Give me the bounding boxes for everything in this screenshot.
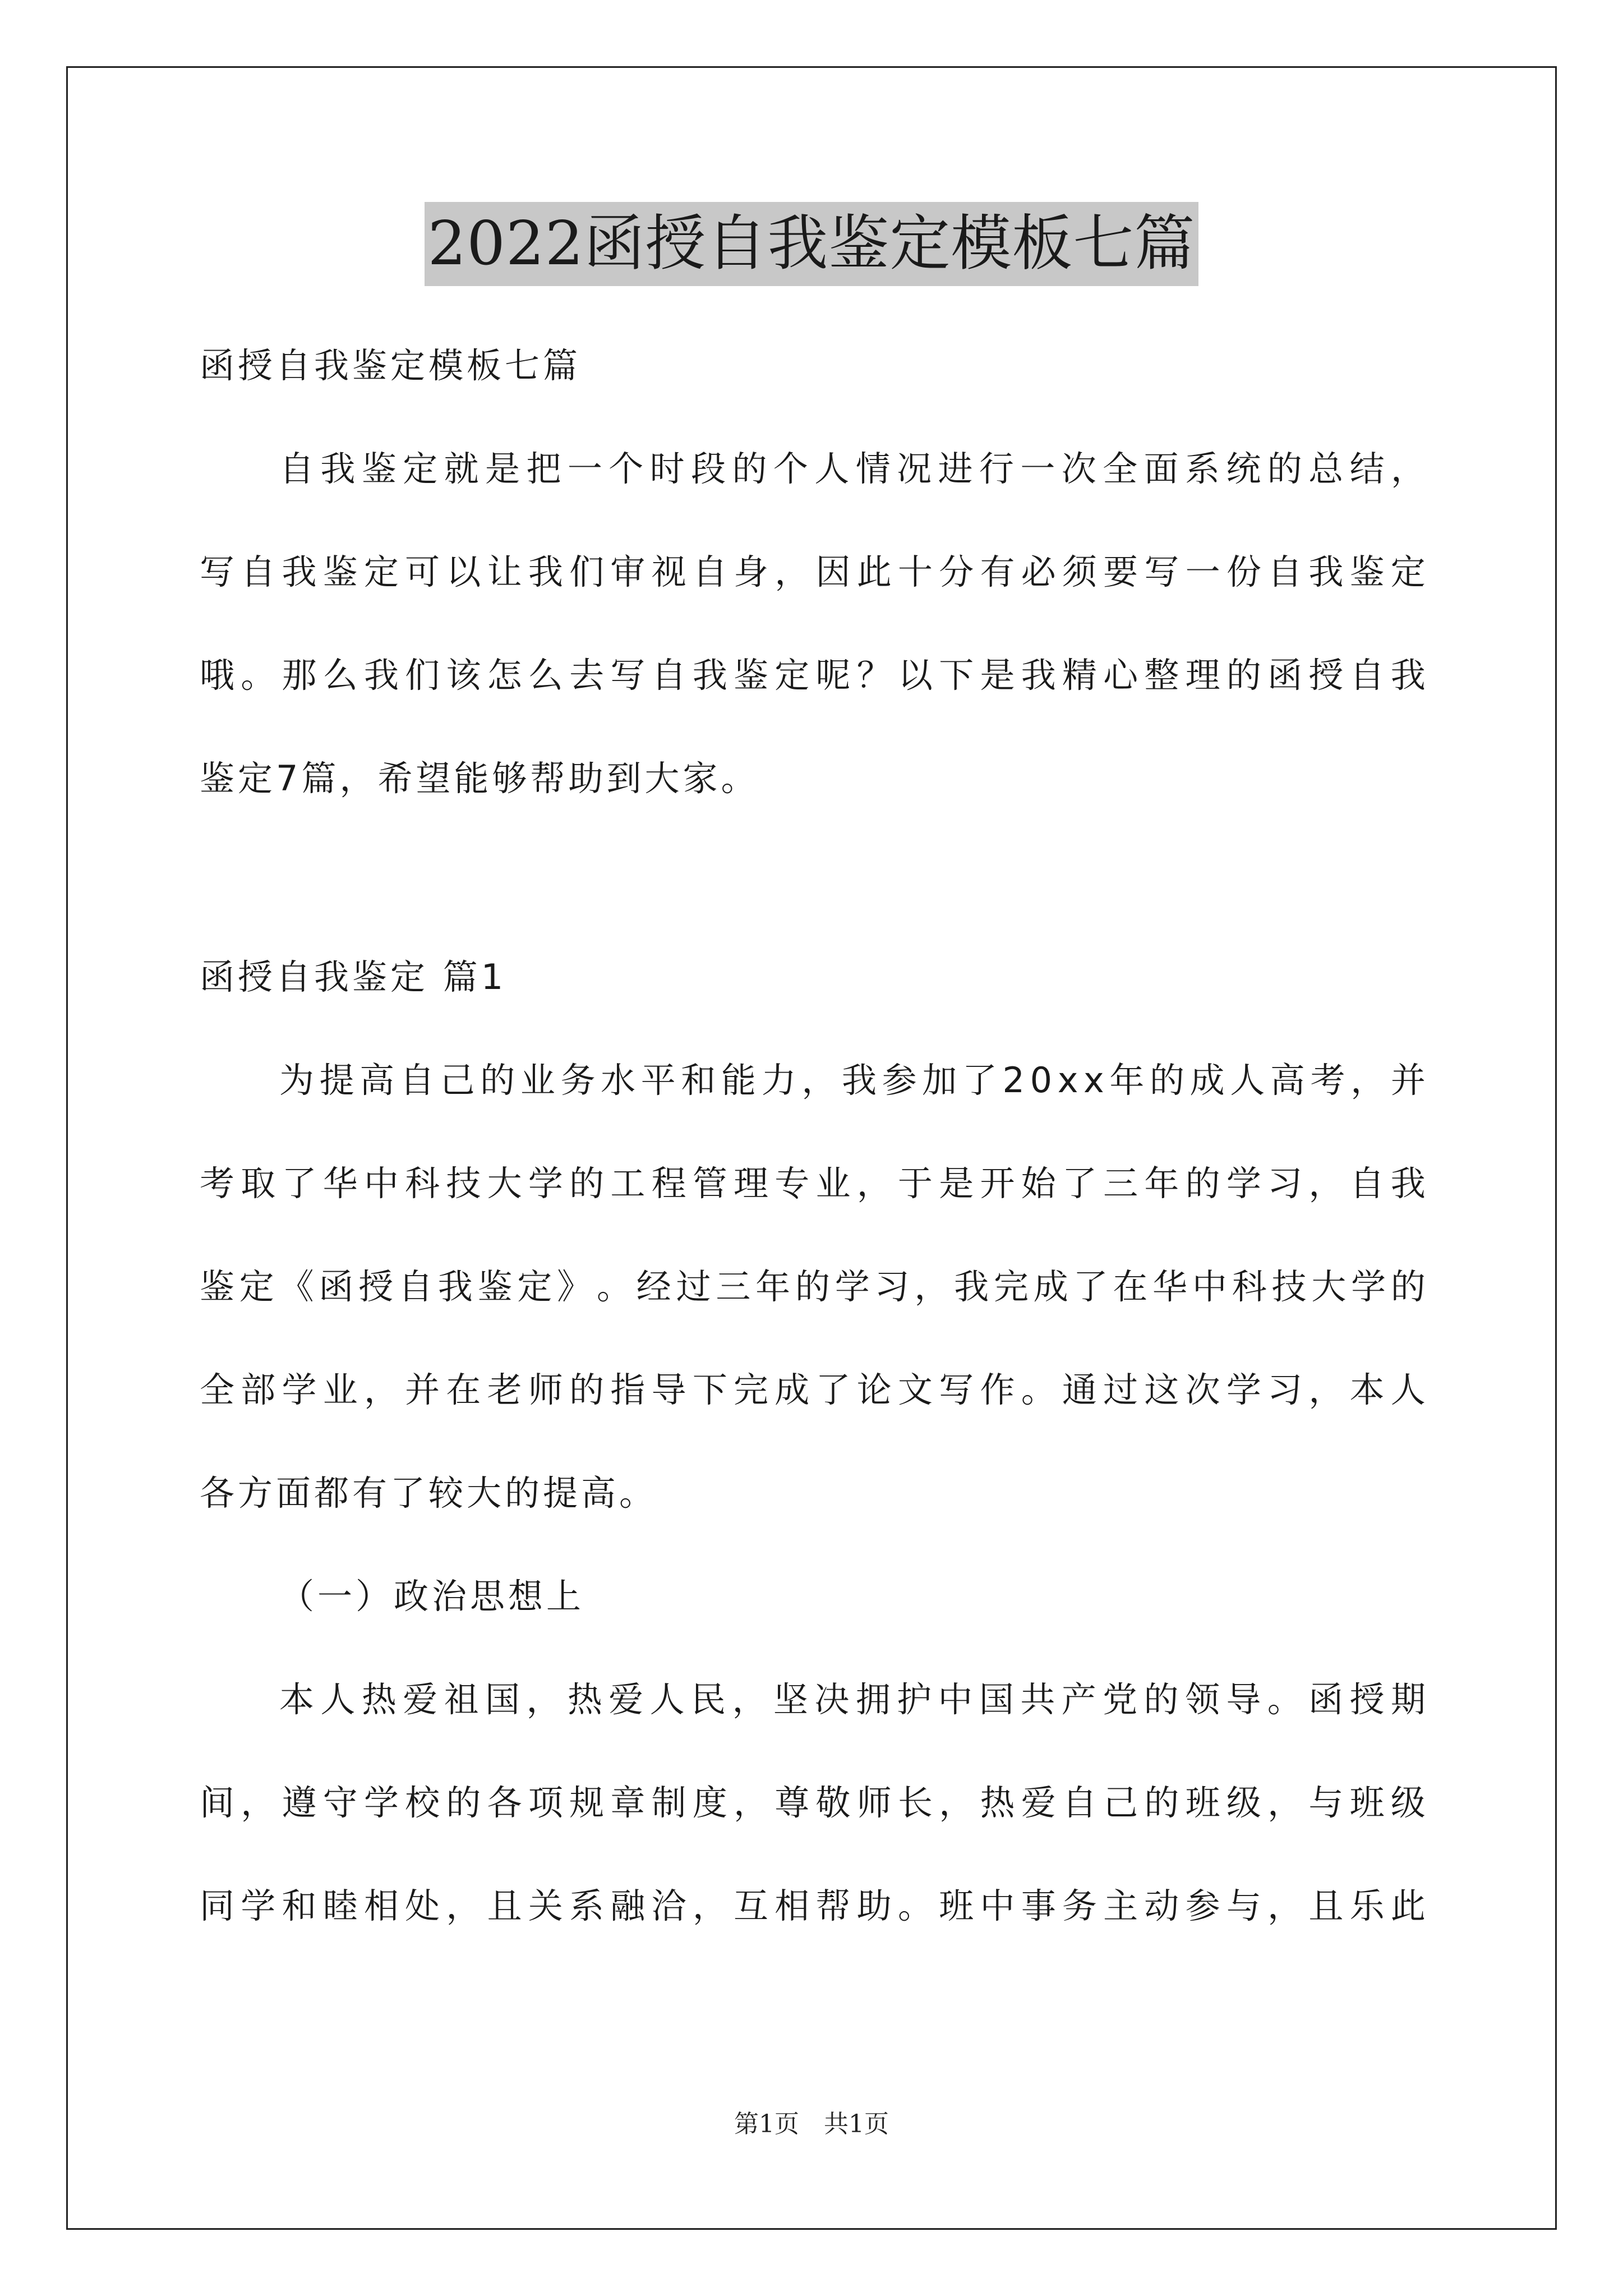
paragraph-line: 为 提 高 自 己 的 业 务 水 平 和 能 力 ， 我 参 加 了 2 0 x x 年 的 成 人 高 考 ， 并 bbox=[279, 1060, 1429, 1101]
paragraph-line: 写 自 我 鉴 定 可 以 让 我 们 审 视 自 身 ， 因 此 十 分 有 必 须 要 写 一 份 自 我 鉴 定 bbox=[200, 551, 1429, 592]
paragraph-line: 哦 。 那 么 我 们 该 怎 么 去 写 自 我 鉴 定 呢 ？ 以 下 是 我 精 心 整 理 的 函 授 自 我 bbox=[200, 655, 1429, 696]
document-body bbox=[200, 314, 1429, 1958]
paragraph-line: 鉴定7篇，希望能够帮助到大家。 bbox=[200, 758, 759, 799]
paragraph-gap bbox=[200, 830, 1429, 926]
document-title: 2022函授自我鉴定模板七篇 bbox=[425, 202, 1199, 286]
paragraph-line: 间 ， 遵 守 学 校 的 各 项 规 章 制 度 ， 尊 敬 师 长 ， 热 爱 自 己 的 班 级 ， 与 班 级 bbox=[200, 1782, 1429, 1823]
paragraph-line: 考 取 了 华 中 科 技 大 学 的 工 程 管 理 专 业 ， 于 是 开 始 了 三 年 的 学 习 ， 自 我 bbox=[200, 1163, 1429, 1204]
title-container bbox=[0, 202, 1623, 286]
paragraph-line: 全 部 学 业 ， 并 在 老 师 的 指 导 下 完 成 了 论 文 写 作 。 通 过 这 次 学 习 ， 本 人 bbox=[200, 1369, 1429, 1410]
paragraph-line: 各方面都有了较大的提高。 bbox=[200, 1473, 658, 1513]
page-footer: 第1页 共1页 bbox=[734, 2110, 889, 2138]
paragraph-line: 同 学 和 睦 相 处 ， 且 关 系 融 洽 ， 互 相 帮 助 。 班 中 事 务 主 动 参 与 ， 且 乐 此 bbox=[200, 1885, 1429, 1926]
paragraph-line: 本 人 热 爱 祖 国 ， 热 爱 人 民 ， 坚 决 拥 护 中 国 共 产 党 的 领 导 。 函 授 期 bbox=[279, 1679, 1429, 1720]
document-subtitle: 函授自我鉴定模板七篇 bbox=[200, 345, 582, 386]
paragraph-line: 自 我 鉴 定 就 是 把 一 个 时 段 的 个 人 情 况 进 行 一 次 全 面 系 统 的 总 结 ， bbox=[279, 448, 1429, 489]
subheading: （一）政治思想上 bbox=[279, 1576, 585, 1617]
section-heading: 函授自我鉴定 篇1 bbox=[200, 956, 507, 997]
paragraph-line: 鉴 定 《 函 授 自 我 鉴 定 》 。 经 过 三 年 的 学 习 ， 我 完 成 了 在 华 中 科 技 大 学 的 bbox=[200, 1266, 1429, 1307]
